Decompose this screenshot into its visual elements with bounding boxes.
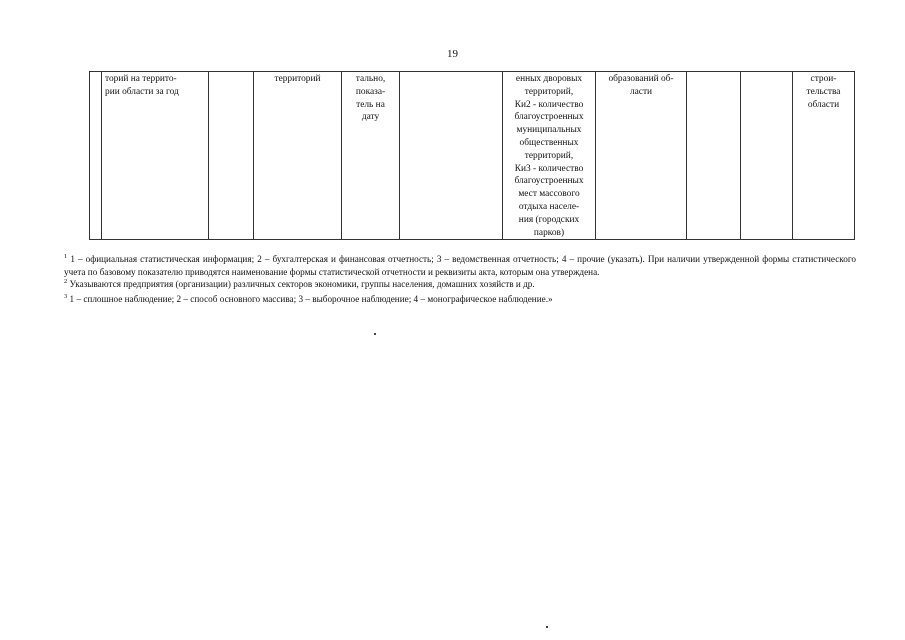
stray-dot	[374, 333, 376, 335]
continued-table	[89, 71, 855, 240]
footnote-1: $^1$ 1 – официальная статистическая информация; 2 – бухгалтерская и финансовая отчетность; 3 – ведомственная отчетность; 4 – прочие (указать). При наличии утвержденной формы статистического учета по базовому показателю приводятся наименование формы статистической отчетности и реквизиты акта, которым она утверждена.	[64, 253, 857, 277]
table-cell	[209, 72, 254, 240]
table-cell	[741, 72, 793, 240]
table-cell	[400, 72, 503, 240]
table-cell: торий на террито- рии области за год	[102, 72, 209, 240]
footnote-mark: 1	[64, 253, 68, 260]
stray-dot	[546, 626, 548, 628]
footnote-mark: 3	[64, 292, 68, 300]
table-cell	[687, 72, 741, 240]
footnote-3: $^3$ 1 – сплошное наблюдение; 2 – способ основного массива; 3 – выборочное наблюдение; 4 – монографическое наблюдение.»	[64, 292, 553, 304]
table-cell: енных дворовых территорий, Ки2 - количество благоустроенных муниципальных общественных территорий, Ки3 - количество благоустроенных мест массового отдыха населе- ния (городских парков)	[503, 72, 596, 240]
table-row	[90, 72, 855, 240]
table-cell: образований об- ласти	[596, 72, 687, 240]
table-cell: тально, показа- тель на дату	[342, 72, 400, 240]
table-cell: строи- тельства области	[793, 72, 855, 240]
footnotes	[64, 253, 856, 305]
table-cell	[90, 72, 102, 240]
page-number: 19	[447, 48, 458, 60]
footnote-2: $^2$ Указываются предприятия (организации) различных секторов экономики, группы населения, домашних хозяйств и др.	[64, 278, 535, 290]
table-cell: территорий	[254, 72, 342, 240]
footnote-mark: 2	[64, 278, 68, 286]
